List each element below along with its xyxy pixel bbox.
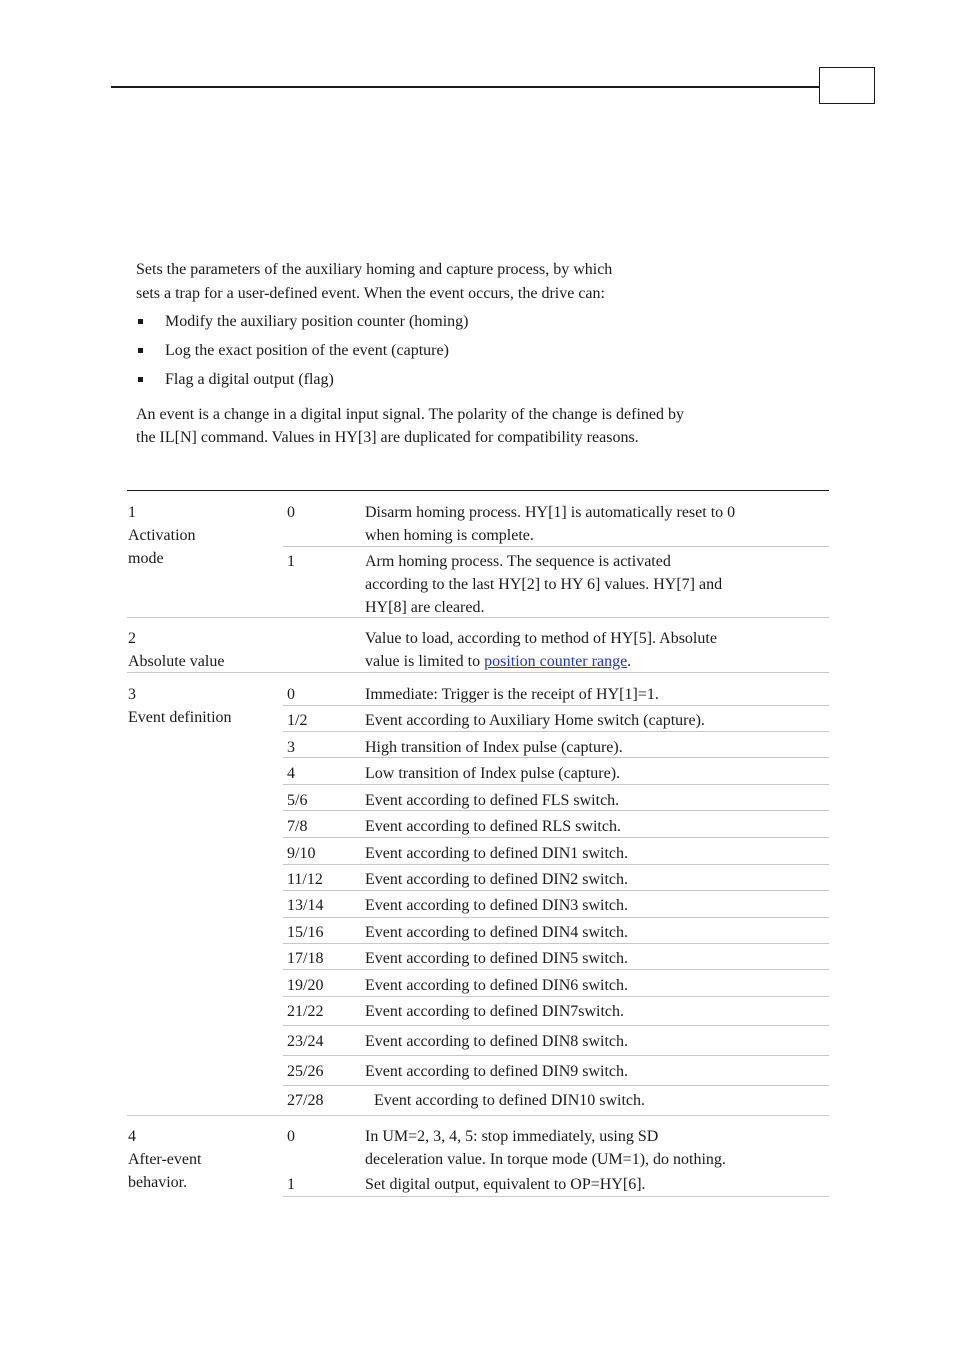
list-item: Modify the auxiliary position counter (homing) <box>136 310 469 339</box>
row-divider <box>283 1196 829 1197</box>
table-desc: Set digital output, equivalent to OP=HY[6]. <box>365 1176 646 1193</box>
group-label-event-definition: 3 Event definition <box>128 686 232 726</box>
row-divider <box>283 943 829 944</box>
table-value: 0 <box>287 686 295 703</box>
row-divider <box>283 864 829 865</box>
group-label-after-event: 4 After-event behavior. <box>128 1128 202 1191</box>
table-desc: In UM=2, 3, 4, 5: stop immediately, using SD deceleration value. In torque mode (UM=1), do nothing. <box>365 1128 726 1168</box>
table-desc: Event according to defined DIN5 switch. <box>365 950 629 967</box>
table-value: 11/12 <box>287 871 323 888</box>
table-value: 15/16 <box>287 924 324 941</box>
row-divider <box>283 1025 829 1026</box>
table-desc: Event according to defined DIN2 switch. <box>365 871 629 888</box>
row-divider <box>283 757 829 758</box>
table-value: 27/28 <box>287 1092 324 1109</box>
table-value: 3 <box>287 739 295 756</box>
group-label-absolute-value: 2 Absolute value <box>128 630 225 670</box>
table-desc: Event according to defined DIN8 switch. <box>365 1033 629 1050</box>
table-desc: Event according to defined RLS switch. <box>365 818 621 835</box>
table-value: 1/2 <box>287 712 308 729</box>
table-desc: Event according to defined DIN4 switch. <box>365 924 629 941</box>
row-divider <box>283 917 829 918</box>
table-desc: Low transition of Index pulse (capture). <box>365 765 621 782</box>
group-label-activation-mode: 1 Activation mode <box>128 504 196 567</box>
table-desc: Event according to defined DIN3 switch. <box>365 897 629 914</box>
table-value: 7/8 <box>287 818 308 835</box>
table-desc: Event according to defined DIN9 switch. <box>365 1063 629 1080</box>
table-desc: Event according to defined DIN7switch. <box>365 1003 625 1020</box>
table-desc: High transition of Index pulse (capture). <box>365 739 623 756</box>
row-divider <box>283 731 829 732</box>
row-divider <box>283 837 829 838</box>
position-counter-range-link[interactable]: position counter range <box>484 653 628 670</box>
table-value: 23/24 <box>287 1033 324 1050</box>
row-divider <box>283 810 829 811</box>
page-number-box <box>819 67 875 104</box>
table-value: 19/20 <box>287 977 324 994</box>
table-value: 1 <box>287 1176 295 1193</box>
table-value: 4 <box>287 765 295 782</box>
bullet-square-icon <box>138 319 143 324</box>
table-desc: Arm homing process. The sequence is activated according to the last HY[2] to HY 6] values. HY[7] and HY[8] are cleared. <box>365 553 723 616</box>
row-divider <box>283 784 829 785</box>
table-value: 1 <box>287 553 295 570</box>
header-rule <box>111 86 819 88</box>
table-desc: Immediate: Trigger is the receipt of HY[1]=1. <box>365 686 659 703</box>
event-paragraph: An event is a change in a digital input signal. The polarity of the change is defined by the IL[N] command. Values in HY[3] are duplicated for compatibility reasons. <box>136 406 684 446</box>
table-desc: Event according to defined DIN6 switch. <box>365 977 629 994</box>
bullet-square-icon <box>138 377 143 382</box>
row-divider <box>283 969 829 970</box>
table-value: 9/10 <box>287 845 316 862</box>
row-divider <box>283 1085 829 1086</box>
table-value: 25/26 <box>287 1063 324 1080</box>
table-desc: Event according to defined FLS switch. <box>365 792 620 809</box>
row-divider <box>283 1055 829 1056</box>
table-desc: Disarm homing process. HY[1] is automatically reset to 0 when homing is complete. <box>365 504 736 544</box>
intro-paragraph <box>136 258 806 306</box>
intro-line: Sets the parameters of the auxiliary homing and capture process, by which <box>136 261 613 278</box>
table-desc: Event according to defined DIN1 switch. <box>365 845 629 862</box>
table-value: 0 <box>287 504 295 521</box>
group-divider <box>127 1115 829 1116</box>
group-divider <box>127 617 829 618</box>
table-desc: Value to load, according to method of HY[5]. Absolute value is limited to position counter range. <box>365 630 717 670</box>
table-value: 21/22 <box>287 1003 324 1020</box>
row-divider <box>283 996 829 997</box>
row-divider <box>283 546 829 547</box>
group-divider <box>127 672 829 673</box>
table-value: 0 <box>287 1128 295 1145</box>
table-top-rule <box>127 490 829 491</box>
table-value: 5/6 <box>287 792 308 809</box>
table-value: 13/14 <box>287 897 324 914</box>
table-value: 17/18 <box>287 950 324 967</box>
table-desc: Event according to Auxiliary Home switch (capture). <box>365 712 705 729</box>
intro-line: sets a trap for a user-defined event. When the event occurs, the drive can: <box>136 285 605 302</box>
bullet-square-icon <box>138 348 143 353</box>
list-item: Flag a digital output (flag) <box>136 368 469 397</box>
row-divider <box>283 890 829 891</box>
list-item: Log the exact position of the event (capture) <box>136 339 469 368</box>
row-divider <box>283 705 829 706</box>
capability-list <box>136 310 469 397</box>
table-desc: Event according to defined DIN10 switch. <box>374 1092 646 1109</box>
